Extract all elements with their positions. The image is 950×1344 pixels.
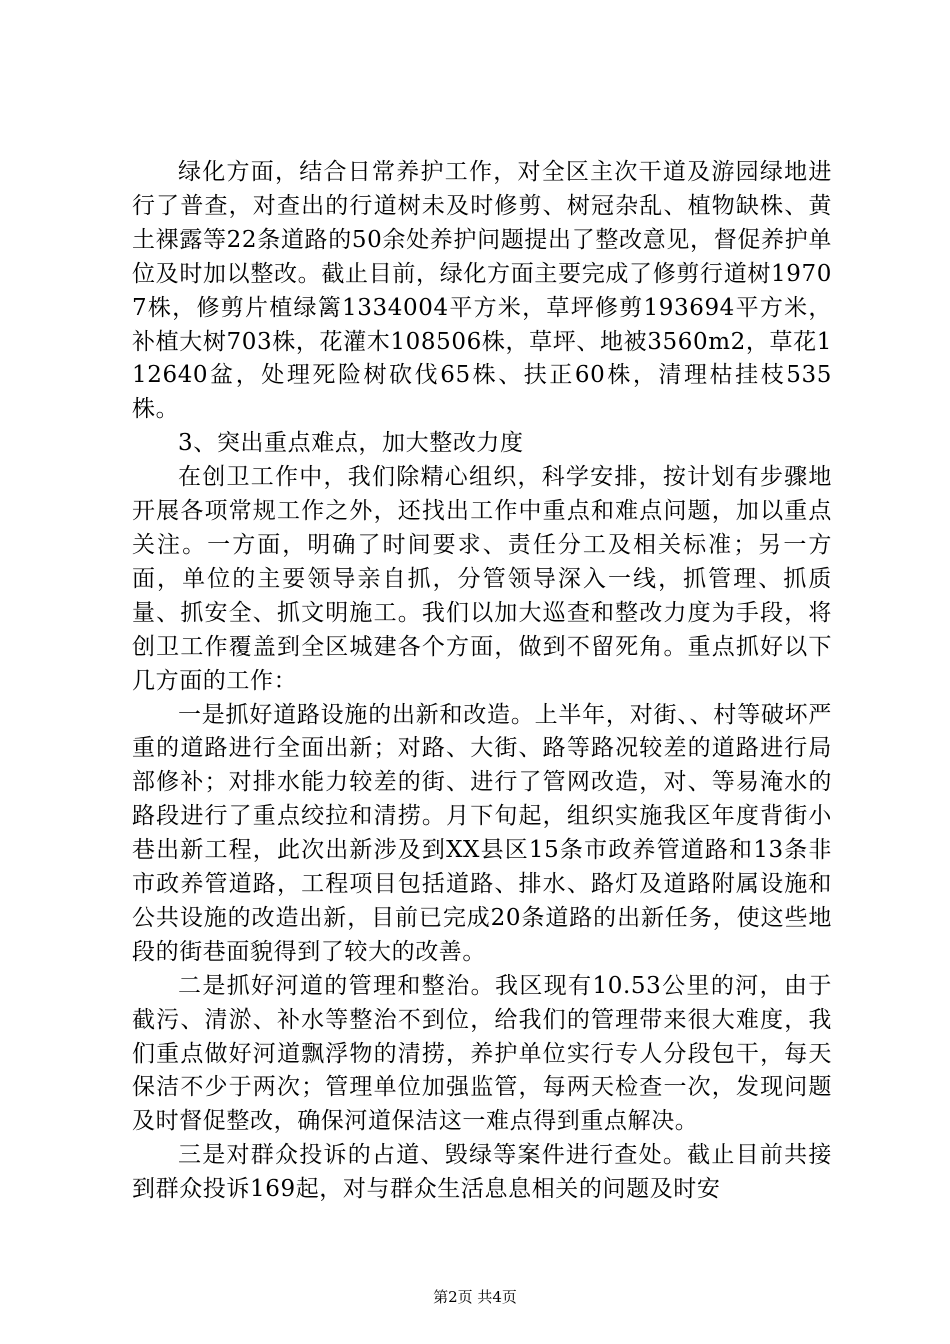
paragraph-greening: 绿化方面，结合日常养护工作，对全区主次干道及游园绿地进行了普查，对查出的行道树未及时修剪、树冠杂乱、植物缺株、黄土裸露等22条道路的50余处养护问题提出了整改意见，督促养护单位及时加以整改。截止目前，绿化方面主要完成了修剪行道树19707株，修剪片植绿篱1334004平方米，草坪修剪193694平方米，补植大树703株，花灌木108506株，草坪、地被3560m2，草花112640盆，处理死险树砍伐65株、扶正60株，清理枯挂枝535株。: [132, 159, 832, 423]
paragraph-creating-hygiene: 在创卫工作中，我们除精心组织，科学安排，按计划有步骤地开展各项常规工作之外，还找出工作中重点和难点问题，加以重点关注。一方面，明确了时间要求、责任分工及相关标准；另一方面，单位的主要领导亲自抓，分管领导深入一线，抓管理、抓质量、抓安全、抓文明施工。我们以加大巡查和整改力度为手段，将创卫工作覆盖到全区城建各个方面，做到不留死角。重点抓好以下几方面的工作：: [132, 464, 832, 694]
page-number-footer: 第2页 共4页: [433, 1288, 517, 1306]
document-body: [132, 156, 832, 1207]
paragraph-road-facilities: 一是抓好道路设施的出新和改造。上半年，对街、、村等破坏严重的道路进行全面出新；对路、大街、路等路况较差的道路进行局部修补；对排水能力较差的街、进行了管网改造，对、等易淹水的路段进行了重点绞拉和清捞。月下旬起，组织实施我区年度背街小巷出新工程，此次出新涉及到XX县区15条市政养管道路和13条非市政养管道路，工程项目包括道路、排水、路灯及道路附属设施和公共设施的改造出新，目前已完成20条道路的出新任务，使这些地段的街巷面貌得到了较大的改善。: [132, 701, 832, 965]
section-heading-3: 3、突出重点难点，加大整改力度: [178, 430, 524, 457]
paragraph-complaints: 三是对群众投诉的占道、毁绿等案件进行查处。截止目前共接到群众投诉169起，对与群众生活息息相关的问题及时安: [132, 1142, 832, 1203]
paragraph-river-management: 二是抓好河道的管理和整治。我区现有10.53公里的河，由于截污、清淤、补水等整治不到位，给我们的管理带来很大难度，我们重点做好河道飘浮物的清捞，养护单位实行专人分段包干，每天保洁不少于两次；管理单位加强监管，每两天检查一次，发现问题及时督促整改，确保河道保洁这一难点得到重点解决。: [132, 972, 832, 1135]
